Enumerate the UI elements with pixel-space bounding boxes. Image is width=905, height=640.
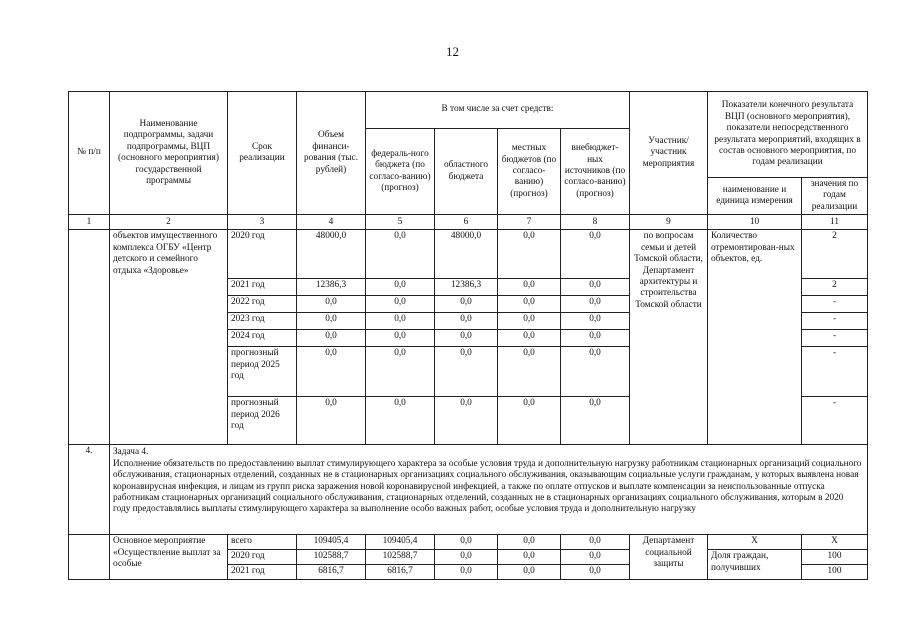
federal-cell: 102588,7	[366, 550, 435, 565]
local-cell: 0,0	[498, 397, 561, 445]
indicator-value-cell: -	[802, 330, 868, 347]
regional-cell: 0,0	[435, 397, 498, 445]
federal-cell: 0,0	[366, 330, 435, 347]
regional-cell: 12386,3	[435, 279, 498, 296]
federal-cell: 0,0	[366, 347, 435, 397]
header-participant: Участник/ участник мероприятия	[630, 92, 708, 215]
col-number: 10	[708, 215, 802, 230]
year-cell: 2022 год	[228, 296, 297, 313]
local-cell: 0,0	[498, 279, 561, 296]
volume-cell: 12386,3	[297, 279, 366, 296]
indicator-value-cell: -	[802, 397, 868, 445]
col-number: 5	[366, 215, 435, 230]
federal-cell: 0,0	[366, 397, 435, 445]
regional-cell: 0,0	[435, 565, 498, 580]
volume-cell: 102588,7	[297, 550, 366, 565]
header-federal: федераль-ного бюджета (по согласо-ванию) (прогноз)	[366, 129, 435, 215]
federal-cell: 0,0	[366, 313, 435, 330]
year-cell: прогнозный период 2026 год	[228, 397, 297, 445]
task-title: Задача 4.	[113, 447, 149, 458]
page-number: 12	[446, 44, 459, 59]
year-cell: 2023 год	[228, 313, 297, 330]
extra-cell: 0,0	[561, 296, 630, 313]
activity-name: объектов имущественного комплекса ОГБУ «Центр детского и семейного отдыха «Здоровье»	[110, 230, 228, 445]
volume-cell: 0,0	[297, 330, 366, 347]
federal-cell: 0,0	[366, 279, 435, 296]
regional-cell: 0,0	[435, 550, 498, 565]
volume-cell: 6816,7	[297, 565, 366, 580]
activity-name: Основное мероприятие «Осуществление выплат за особые	[110, 535, 228, 580]
extra-cell: 0,0	[561, 279, 630, 296]
col-number: 4	[297, 215, 366, 230]
regional-cell: 0,0	[435, 330, 498, 347]
participant-cell: по вопросам семьи и детей Томской области, Департамент архитектуры и строительства Томской области	[630, 230, 708, 445]
regional-cell: 0,0	[435, 313, 498, 330]
header-volume: Объем финанси-рования (тыс. рублей)	[297, 92, 366, 215]
indicator-value-cell: 100	[802, 550, 868, 565]
extra-cell: 0,0	[561, 397, 630, 445]
col-number: 2	[110, 215, 228, 230]
year-cell: 2021 год	[228, 279, 297, 296]
extra-cell: 0,0	[561, 230, 630, 279]
indicator-name-cell: Х	[708, 535, 802, 550]
extra-cell: 0,0	[561, 313, 630, 330]
year-cell: 2021 год	[228, 565, 297, 580]
col-number: 8	[561, 215, 630, 230]
year-cell: всего	[228, 535, 297, 550]
col-number: 6	[435, 215, 498, 230]
indicator-value-cell: -	[802, 296, 868, 313]
volume-cell: 48000,0	[297, 230, 366, 279]
indicator-value-cell: 100	[802, 565, 868, 580]
header-name: Наименование подпрограммы, задачи подпрограммы, ВЦП (основного мероприятия) государственной программы	[110, 92, 228, 215]
indicator-value-cell: 2	[802, 279, 868, 296]
program-table	[68, 91, 868, 580]
local-cell: 0,0	[498, 330, 561, 347]
task-4	[110, 445, 868, 535]
regional-cell: 0,0	[435, 347, 498, 397]
local-cell: 0,0	[498, 230, 561, 279]
header-indicators: Показатели конечного результата ВЦП (основного мероприятия), показатели непосредственного результата мероприятий, входящих в состав основного мероприятия, по годам реализации	[708, 92, 868, 178]
volume-cell: 0,0	[297, 313, 366, 330]
header-indicator-values: значения по годам реализации	[802, 178, 868, 215]
volume-cell: 109405,4	[297, 535, 366, 550]
indicator-value-cell: -	[802, 313, 868, 330]
indicator-name-cell: Количество отремонтирован-ных объектов, ед.	[708, 230, 802, 445]
year-cell: 2020 год	[228, 550, 297, 565]
participant-cell: Департамент социальной защиты	[630, 535, 708, 580]
local-cell: 0,0	[498, 565, 561, 580]
header-indicator-name: наименование и единица измерения	[708, 178, 802, 215]
volume-cell: 0,0	[297, 347, 366, 397]
col-number: 3	[228, 215, 297, 230]
header-no: № п/п	[69, 92, 110, 215]
local-cell: 0,0	[498, 313, 561, 330]
task-number: 4.	[69, 445, 110, 535]
col-number: 1	[69, 215, 110, 230]
indicator-value-cell: -	[802, 347, 868, 397]
extra-cell: 0,0	[561, 550, 630, 565]
year-cell: 2024 год	[228, 330, 297, 347]
indicator-value-cell: Х	[802, 535, 868, 550]
row-number	[69, 535, 110, 580]
header-term: Срок реализации	[228, 92, 297, 215]
extra-cell: 0,0	[561, 565, 630, 580]
extra-cell: 0,0	[561, 330, 630, 347]
indicator-name-cell: Доля граждан, получивших	[708, 550, 802, 580]
regional-cell: 48000,0	[435, 230, 498, 279]
volume-cell: 0,0	[297, 296, 366, 313]
local-cell: 0,0	[498, 535, 561, 550]
extra-cell: 0,0	[561, 535, 630, 550]
year-cell: 2020 год	[228, 230, 297, 279]
indicator-value-cell: 2	[802, 230, 868, 279]
header-extra: внебюджет-ных источников (по согласо-ванию) (прогноз)	[561, 129, 630, 215]
col-number: 7	[498, 215, 561, 230]
regional-cell: 0,0	[435, 296, 498, 313]
federal-cell: 0,0	[366, 230, 435, 279]
header-regional: областного бюджета	[435, 129, 498, 215]
header-local: местных бюджетов (по согласо-ванию) (прогноз)	[498, 129, 561, 215]
header-including: В том числе за счет средств:	[366, 92, 630, 129]
col-number: 9	[630, 215, 708, 230]
regional-cell: 0,0	[435, 535, 498, 550]
volume-cell: 0,0	[297, 397, 366, 445]
row-number	[69, 230, 110, 445]
federal-cell: 6816,7	[366, 565, 435, 580]
extra-cell: 0,0	[561, 347, 630, 397]
federal-cell: 0,0	[366, 296, 435, 313]
local-cell: 0,0	[498, 550, 561, 565]
year-cell: прогнозный период 2025 год	[228, 347, 297, 397]
federal-cell: 109405,4	[366, 535, 435, 550]
local-cell: 0,0	[498, 347, 561, 397]
task-text: Исполнение обязательств по предоставлению выплат стимулирующего характера за особые условия труда и дополнительную нагрузку работникам стационарных организаций социального обслуживания, стационарных отделений, созданных не в стационарных организациях социального обслуживания, оказывающим социальные услуги гражданам, у которых выявлена новая коронавирусная инфекция, и лицам из групп риска заражения новой коронавирусной инфекцией, а также по оплате отпусков и выплате компенсации за неиспользованные отпуска работникам стационарных организаций социального обслуживания, стационарных отделений, созданных не в стационарных организациях социального обслуживания, которым в 2020 году предоставлялись выплаты стимулирующего характера за выполнение особо важных работ, особые условия труда и дополнительную нагрузку	[113, 458, 862, 515]
local-cell: 0,0	[498, 296, 561, 313]
col-number: 11	[802, 215, 868, 230]
